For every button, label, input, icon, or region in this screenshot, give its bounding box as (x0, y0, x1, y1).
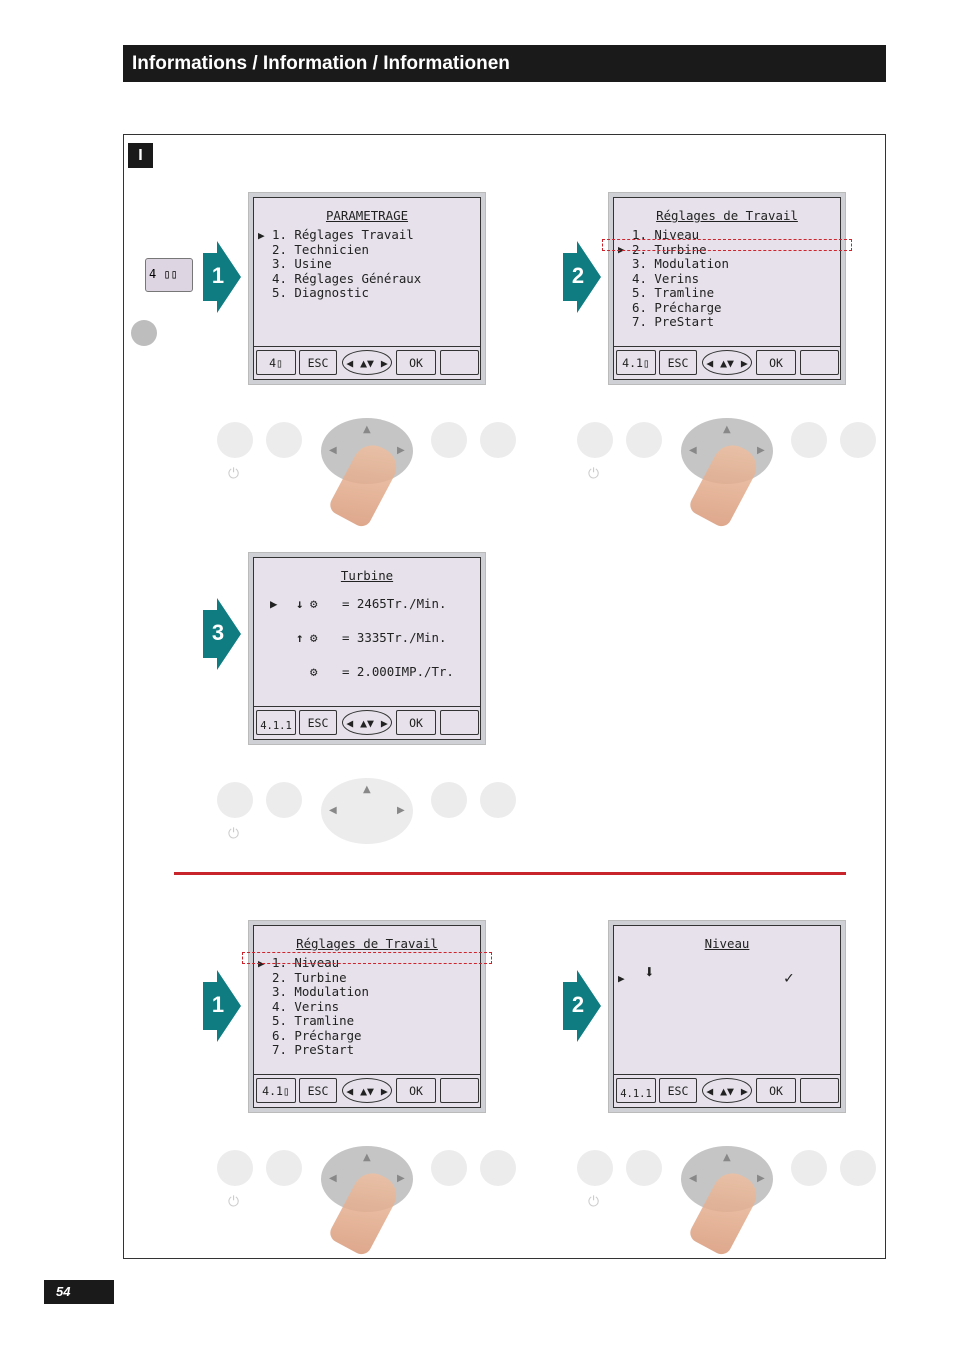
menu-item[interactable]: 2. Turbine (272, 969, 347, 985)
navigation-pad[interactable]: ▲ ◀ ▶ (681, 1146, 773, 1212)
cursor-icon: ▶ (258, 229, 265, 242)
esc-softkey[interactable]: ESC (659, 1078, 697, 1103)
step-number: 1 (211, 992, 225, 1017)
lcd-screen (248, 552, 486, 745)
esc-softkey[interactable]: ESC (299, 710, 337, 735)
function-button[interactable] (480, 782, 516, 818)
blank-softkey[interactable] (440, 710, 479, 735)
screen-title: Réglages de Travail (656, 208, 798, 223)
step-number: 1 (211, 263, 225, 288)
panel-parametrage (228, 192, 488, 522)
esc-softkey[interactable]: ESC (299, 1078, 337, 1103)
menu-item[interactable]: 2. Technicien (272, 241, 369, 257)
nav-pad-icon[interactable]: ◀ ▲▼ ▶ (342, 710, 392, 735)
nav-pad-icon[interactable]: ◀ ▲▼ ▶ (702, 350, 752, 375)
button-row (228, 402, 548, 532)
panel-turbine (228, 552, 488, 882)
function-button[interactable] (791, 1150, 827, 1186)
knob-icon (131, 320, 157, 346)
menu-item[interactable]: 3. Usine (272, 256, 332, 271)
cursor-icon: ▶ (618, 972, 625, 985)
menu-item[interactable]: 6. Précharge (272, 1027, 362, 1043)
navigation-pad[interactable]: ▲ ◀ ▶ (321, 778, 413, 844)
step-number: 3 (211, 620, 225, 645)
menu-item[interactable]: 1. Réglages Travail (272, 227, 414, 242)
function-button[interactable] (431, 782, 467, 818)
menu-item[interactable]: 6. Précharge (632, 299, 722, 315)
softkey-bar (254, 1074, 480, 1107)
turbine-icon: ⚙ (310, 630, 318, 645)
section-divider (174, 872, 846, 875)
function-button[interactable] (577, 1150, 613, 1186)
power-icon: ⏻ (228, 1194, 240, 1210)
page-header: Informations / Information / Informationen (123, 45, 886, 82)
function-button[interactable] (791, 422, 827, 458)
panel-reglages-turbine (588, 192, 848, 522)
function-button[interactable] (577, 422, 613, 458)
step-arrow-3 (203, 598, 241, 670)
turbine-icon: ⚙ (310, 664, 318, 679)
lcd-screen (608, 192, 846, 385)
nav-pad-icon[interactable]: ◀ ▲▼ ▶ (342, 1078, 392, 1103)
selection-highlight (602, 239, 852, 251)
softkey-bar (614, 1074, 840, 1107)
function-button[interactable] (840, 422, 876, 458)
menu-item[interactable]: 4. Verins (272, 998, 340, 1014)
ok-softkey[interactable]: OK (756, 1078, 796, 1103)
menu-code-softkey[interactable]: 4.1▯ (616, 350, 656, 375)
turbine-row-high[interactable] (254, 628, 480, 648)
button-row (588, 1130, 908, 1260)
function-button[interactable] (431, 1150, 467, 1186)
step-arrow-5 (563, 970, 601, 1042)
power-icon: ⏻ (228, 466, 240, 482)
softkey-bar (614, 346, 840, 379)
navigation-pad[interactable]: ▲ ◀ ▶ (321, 1146, 413, 1212)
function-button[interactable] (217, 782, 253, 818)
power-icon: ⏻ (588, 1194, 600, 1210)
menu-item[interactable]: 3. Modulation (272, 984, 369, 999)
menu-code-softkey[interactable]: 4.1.1 (616, 1078, 656, 1103)
menu-key-label: 4 (149, 267, 157, 281)
function-button[interactable] (431, 422, 467, 458)
lcd-screen (248, 920, 486, 1113)
navigation-pad[interactable]: ▲ ◀ ▶ (681, 418, 773, 484)
function-button[interactable] (266, 422, 302, 458)
blank-softkey[interactable] (440, 350, 479, 375)
selection-highlight (242, 952, 492, 964)
ok-softkey[interactable]: OK (756, 350, 796, 375)
down-arrow-icon: ↓ (296, 596, 304, 611)
step-arrow-1 (203, 241, 241, 313)
menu-item[interactable]: 4. Verins (632, 270, 700, 286)
section-tag: I (128, 143, 153, 168)
screen-title: Réglages de Travail (296, 936, 438, 951)
turbine-icon: ⚙ (310, 596, 318, 611)
turbine-impulses: = 2.000IMP./Tr. (342, 664, 454, 679)
lcd-screen (248, 192, 486, 385)
screen-title: PARAMETRAGE (325, 208, 409, 223)
turbine-speed-high: = 3335Tr./Min. (342, 630, 447, 645)
nav-pad-icon[interactable]: ◀ ▲▼ ▶ (702, 1078, 752, 1103)
nav-pad-icon[interactable]: ◀ ▲▼ ▶ (342, 350, 392, 375)
step-arrow-4 (203, 970, 241, 1042)
ok-softkey[interactable]: OK (396, 1078, 436, 1103)
step-number: 2 (571, 992, 585, 1017)
power-icon: ⏻ (588, 466, 600, 482)
menu-item[interactable]: 1. Niveau (632, 227, 700, 242)
menu-code-softkey[interactable]: 4▯ (256, 350, 296, 375)
screen-title: Niveau (704, 936, 750, 951)
function-button[interactable] (266, 782, 302, 818)
function-button[interactable] (840, 1150, 876, 1186)
menu-item[interactable]: 2. Turbine (632, 241, 707, 257)
blank-softkey[interactable] (800, 1078, 839, 1103)
menu-item[interactable]: 4. Réglages Généraux (272, 270, 422, 286)
softkey-bar (254, 346, 480, 379)
function-button[interactable] (480, 1150, 516, 1186)
step-number: 2 (571, 263, 585, 288)
level-sensor-icon: ⬇ (644, 962, 655, 983)
page-number: 54 (44, 1280, 114, 1304)
turbine-speed-low: = 2465Tr./Min. (342, 596, 447, 611)
function-button[interactable] (266, 1150, 302, 1186)
function-button[interactable] (217, 1150, 253, 1186)
power-icon: ⏻ (228, 826, 240, 842)
panel-niveau (588, 920, 848, 1250)
button-row (588, 402, 908, 532)
turbine-row-impulse[interactable] (254, 662, 480, 682)
function-button[interactable] (626, 422, 662, 458)
menu-item[interactable]: 3. Modulation (632, 256, 729, 271)
menu-item[interactable]: 5. Diagnostic (272, 285, 369, 300)
button-row (228, 1130, 548, 1260)
menu-key-icon: 4 ▯▯ (145, 258, 193, 292)
menu-item[interactable]: 5. Tramline (272, 1013, 355, 1028)
panel-reglages-niveau (228, 920, 488, 1250)
check-icon: ✓ (784, 968, 794, 987)
menu-item[interactable]: 7. PreStart (632, 314, 715, 329)
blank-softkey[interactable] (440, 1078, 479, 1103)
menu-item[interactable]: 5. Tramline (632, 285, 715, 300)
cursor-icon: ▶ (618, 243, 625, 256)
screen-title: Turbine (340, 568, 394, 583)
ok-softkey[interactable]: OK (396, 710, 436, 735)
up-arrow-icon: ↑ (296, 630, 304, 645)
turbine-row-low[interactable] (254, 594, 480, 614)
softkey-bar (254, 706, 480, 739)
function-button[interactable] (480, 422, 516, 458)
esc-softkey[interactable]: ESC (659, 350, 697, 375)
navigation-pad[interactable]: ▲ ◀ ▶ (321, 418, 413, 484)
cursor-icon: ▶ (258, 957, 265, 970)
lcd-screen (608, 920, 846, 1113)
ok-softkey[interactable]: OK (396, 350, 436, 375)
blank-softkey[interactable] (800, 350, 839, 375)
esc-softkey[interactable]: ESC (299, 350, 337, 375)
cursor-icon: ▶ (270, 596, 278, 611)
menu-item[interactable]: 7. PreStart (272, 1042, 355, 1057)
menu-code-softkey[interactable]: 4.1▯ (256, 1078, 296, 1103)
menu-code-softkey[interactable]: 4.1.1 (256, 710, 296, 735)
function-button[interactable] (626, 1150, 662, 1186)
step-arrow-2 (563, 241, 601, 313)
function-button[interactable] (217, 422, 253, 458)
menu-item[interactable]: 1. Niveau (272, 955, 340, 970)
